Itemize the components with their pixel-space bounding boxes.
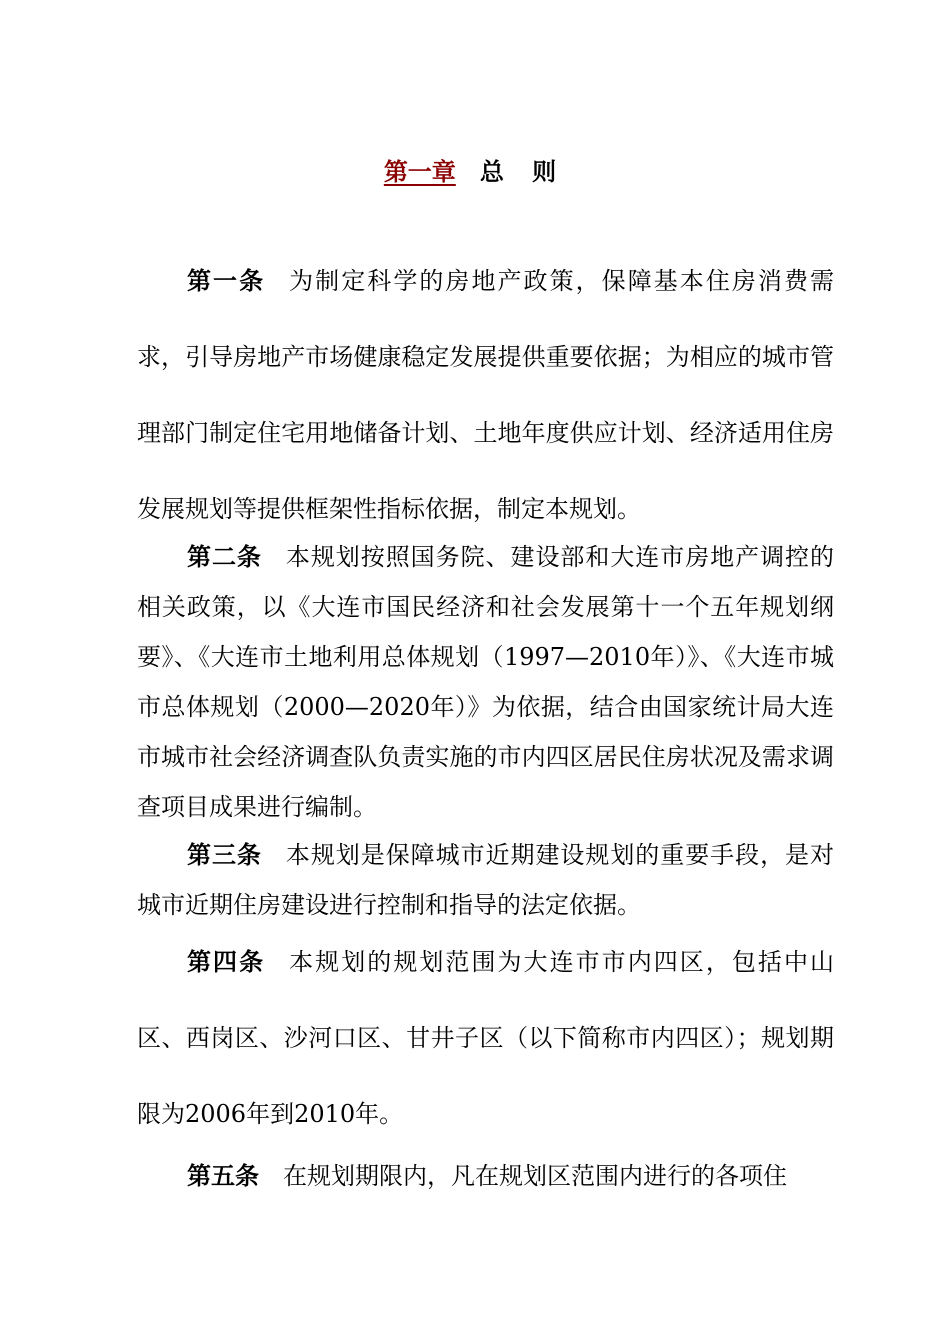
- article-4: [137, 924, 834, 1152]
- chapter-heading: [0, 156, 950, 188]
- chapter-title: 总 则: [479, 158, 567, 186]
- chapter-number-link[interactable]: 第一章: [383, 158, 456, 186]
- article-text: 在规划期限内，凡在规划区范围内进行的各项住: [283, 1162, 787, 1190]
- article-label: 第三条: [187, 841, 262, 869]
- article-label: 第一条: [187, 267, 266, 295]
- article-label: 第二条: [187, 543, 262, 571]
- article-label: 第五条: [187, 1162, 259, 1190]
- article-text: 本规划的规划范围为大连市市内四区，包括中山区、西岗区、沙河口区、甘井子区（以下简称市内四区）；规划期限为2006年到2010年。: [137, 948, 835, 1128]
- article-text: 本规划是保障城市近期建设规划的重要手段，是对城市近期住房建设进行控制和指导的法定依据。: [137, 841, 834, 919]
- article-label: 第四条: [187, 948, 266, 976]
- article-5: [137, 1138, 834, 1214]
- article-2: [137, 532, 834, 832]
- article-text: 为制定科学的房地产政策，保障基本住房消费需求，引导房地产市场健康稳定发展提供重要依据；为相应的城市管理部门制定住宅用地储备计划、土地年度供应计划、经济适用住房发展规划等提供框架性指标依据，制定本规划。: [137, 267, 835, 523]
- article-3: [137, 830, 834, 930]
- article-1: [137, 243, 834, 547]
- article-text: 本规划按照国务院、建设部和大连市房地产调控的相关政策，以《大连市国民经济和社会发展第十一个五年规划纲要》、《大连市土地利用总体规划（1997—2010年）》、《大连市城市总体规划（2000—2020年）》为依据，结合由国家统计局大连市城市社会经济调查队负责实施的市内四区居民住房状况及需求调查项目成果进行编制。: [137, 543, 834, 821]
